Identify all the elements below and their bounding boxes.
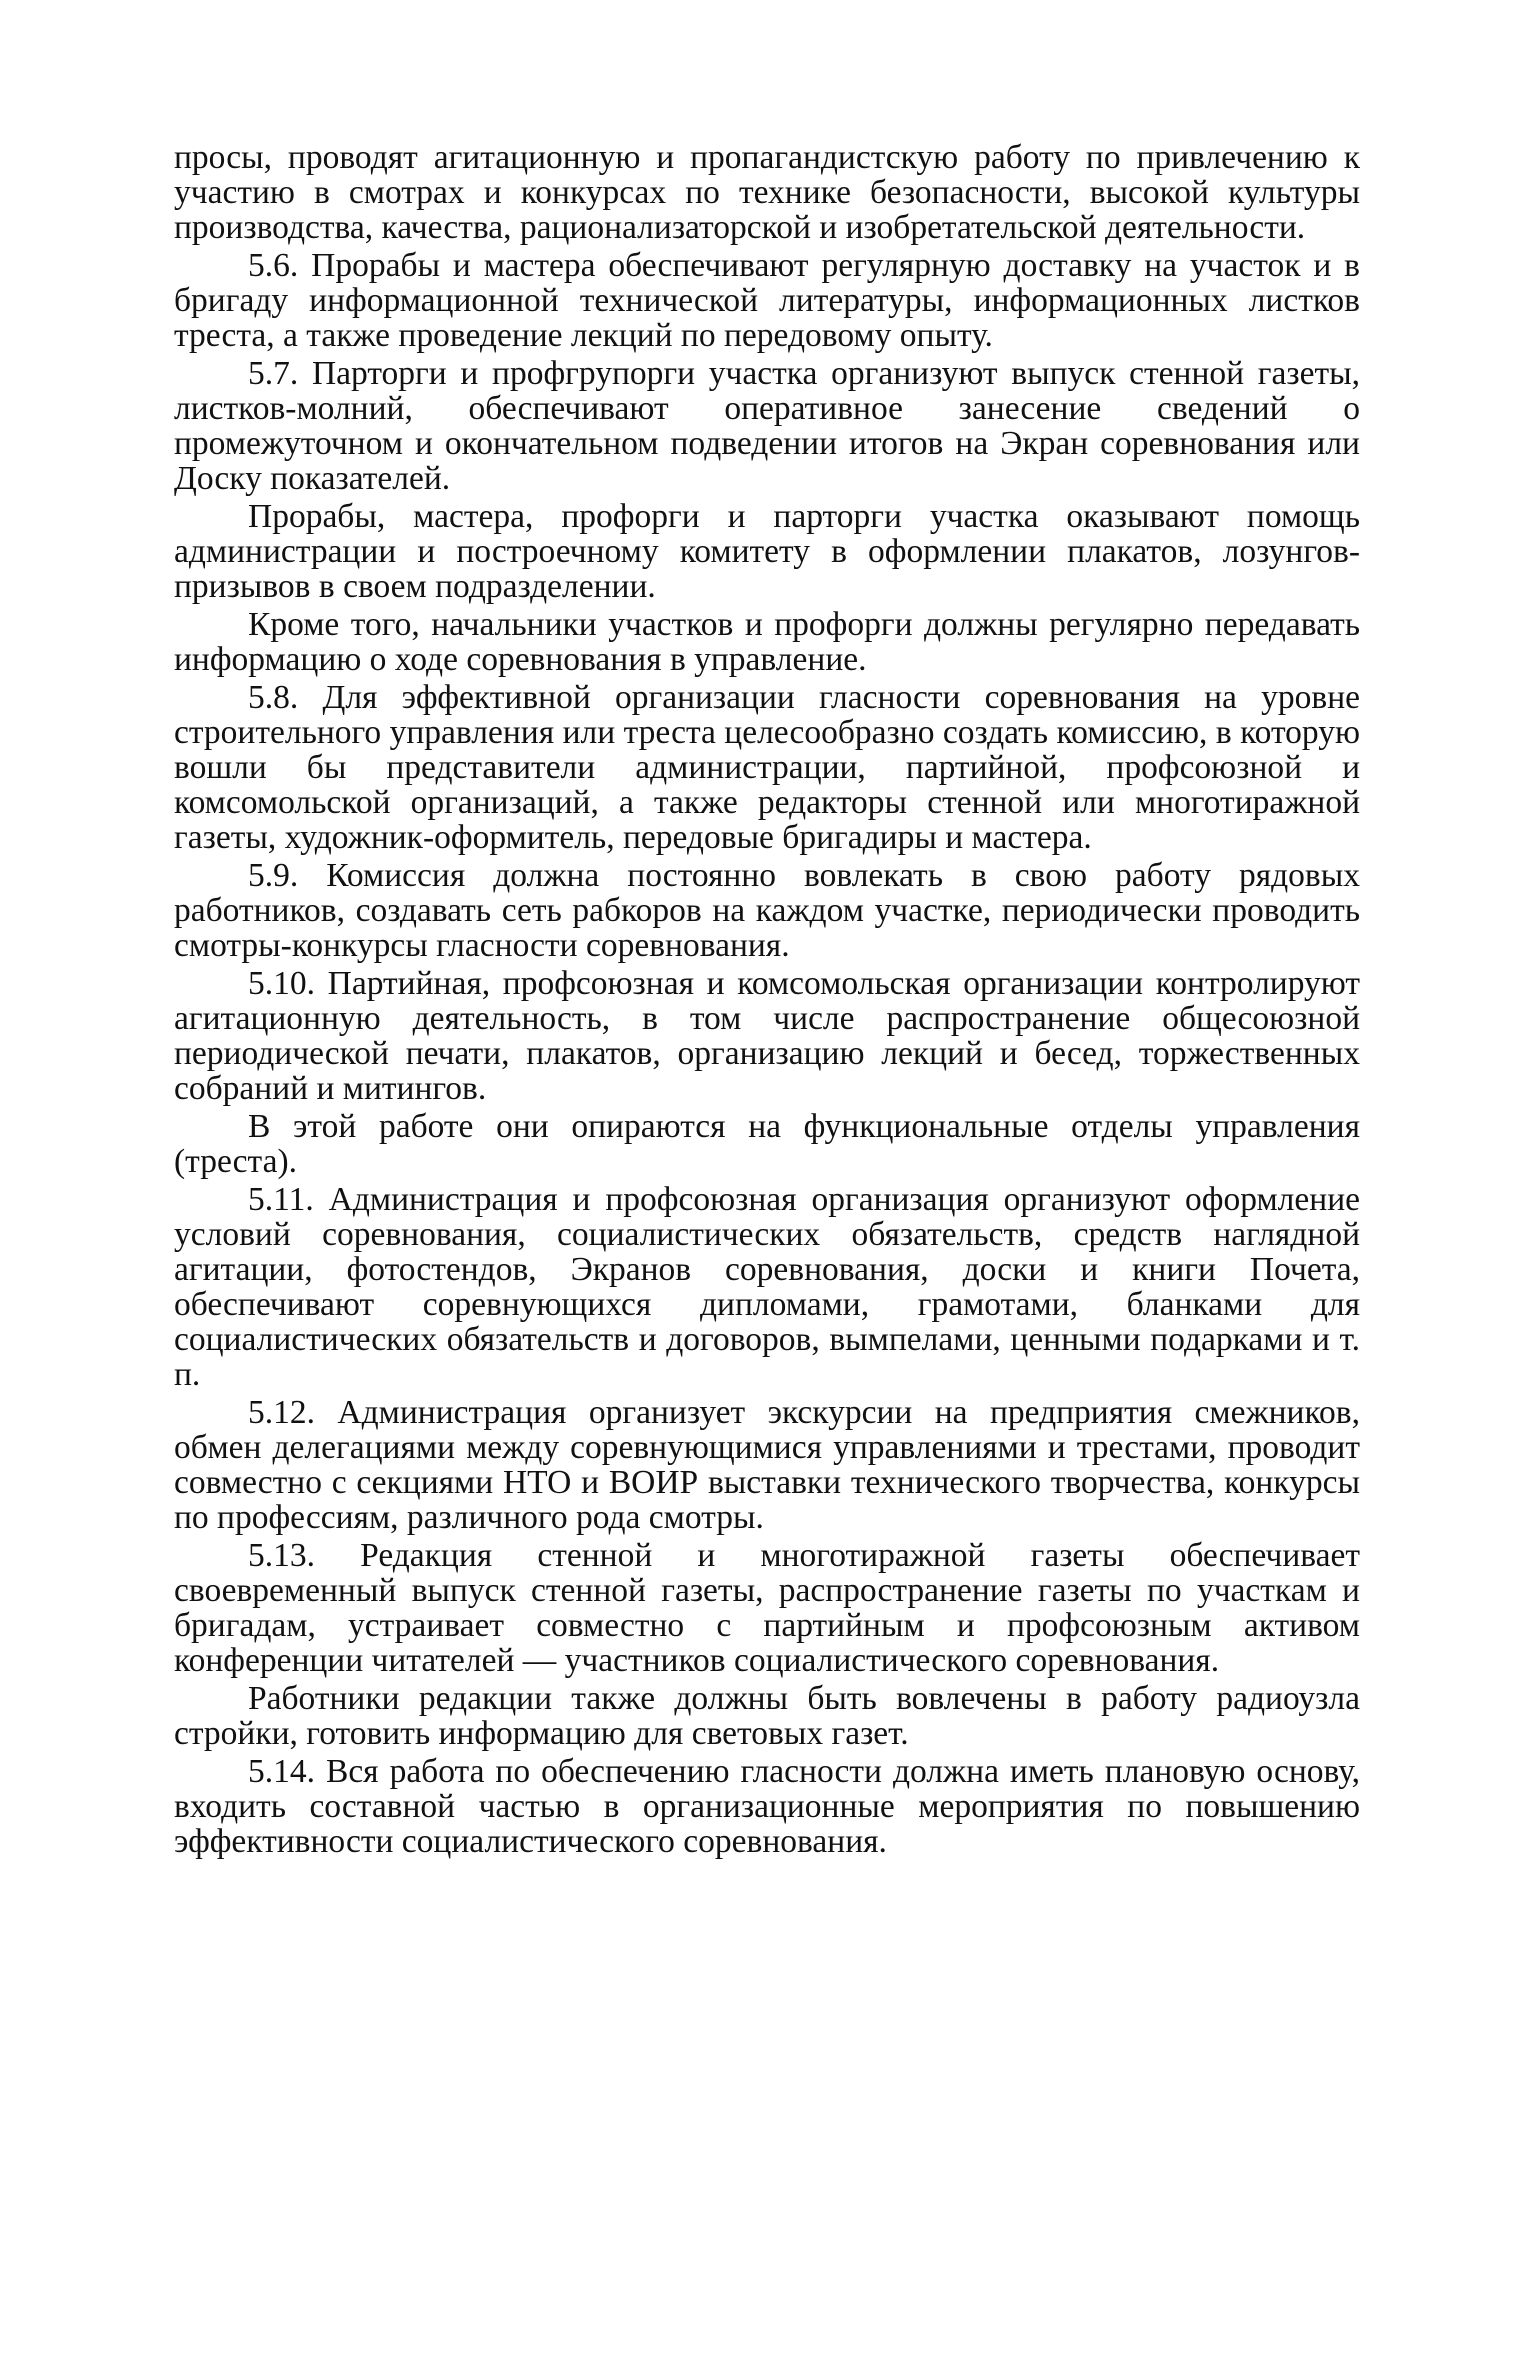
paragraph-5-13: 5.13. Редакция стенной и многотиражной газеты обеспечивает своевременный выпуск стенной газеты, распространение газеты по участкам и бригадам, устраивает совместно с партийным и профсоюзным активом конференции читателей — участников социалистического соревнования.	[174, 1537, 1360, 1679]
paragraph-5-9: 5.9. Комиссия должна постоянно вовлекать в свою работу рядовых работников, создавать сеть рабкоров на каждом участке, периодически проводить смотры-конкурсы гласности соревнования.	[174, 857, 1360, 964]
paragraph-5-11: 5.11. Администрация и профсоюзная организация организуют оформление условий соревнования, социалистических обязательств, средств наглядной агитации, фотостендов, Экранов соревнования, доски и книги Почета, обеспечивают соревнующихся дипломами, грамотами, бланками для социалистических обязательств и договоров, вымпелами, ценными подарками и т. п.	[174, 1181, 1360, 1393]
document-page	[174, 140, 1360, 1862]
paragraph-continuation: просы, проводят агитационную и пропагандистскую работу по привлечению к участию в смотрах и конкурсах по технике безопасности, высокой культуры производства, качества, рационализаторской и изобретательской деятельности.	[174, 139, 1360, 246]
paragraph-5-14: 5.14. Вся работа по обеспечению гласности должна иметь плановую основу, входить составной частью в организационные мероприятия по повышению эффективности социалистического соревнования.	[174, 1753, 1360, 1860]
paragraph-5-13-staff: Работники редакции также должны быть вовлечены в работу радиоузла стройки, готовить информацию для световых газет.	[174, 1680, 1360, 1752]
paragraph-5-8: 5.8. Для эффективной организации гласности соревнования на уровне строительного управления или треста целесообразно создать комиссию, в которую вошли бы представители администрации, партийной, профсоюзной и комсомольской организаций, а также редакторы стенной или многотиражной газеты, художник-оформитель, передовые бригадиры и мастера.	[174, 679, 1360, 856]
paragraph-5-10-departments: В этой работе они опираются на функциональные отделы управления (треста).	[174, 1108, 1360, 1180]
paragraph-5-6: 5.6. Прорабы и мастера обеспечивают регулярную доставку на участок и в бригаду информационной технической литературы, информационных листков треста, а также проведение лекций по передовому опыту.	[174, 247, 1360, 354]
paragraph-5-7: 5.7. Парторги и профгрупорги участка организуют выпуск стенной газеты, листков-молний, обеспечивают оперативное занесение сведений о промежуточном и окончательном подведении итогов на Экран соревнования или Доску показателей.	[174, 355, 1360, 497]
paragraph-5-10: 5.10. Партийная, профсоюзная и комсомольская организации контролируют агитационную деятельность, в том числе распространение общесоюзной периодической печати, плакатов, организацию лекций и бесед, торжественных собраний и митингов.	[174, 965, 1360, 1107]
paragraph-5-7-foremen: Прорабы, мастера, профорги и парторги участка оказывают помощь администрации и построечному комитету в оформлении плакатов, лозунгов-призывов в своем подразделении.	[174, 498, 1360, 605]
paragraph-5-7-heads: Кроме того, начальники участков и профорги должны регулярно передавать информацию о ходе соревнования в управление.	[174, 606, 1360, 678]
paragraph-5-12: 5.12. Администрация организует экскурсии на предприятия смежников, обмен делегациями между соревнующимися управлениями и трестами, проводит совместно с секциями НТО и ВОИР выставки технического творчества, конкурсы по профессиям, различного рода смотры.	[174, 1394, 1360, 1536]
